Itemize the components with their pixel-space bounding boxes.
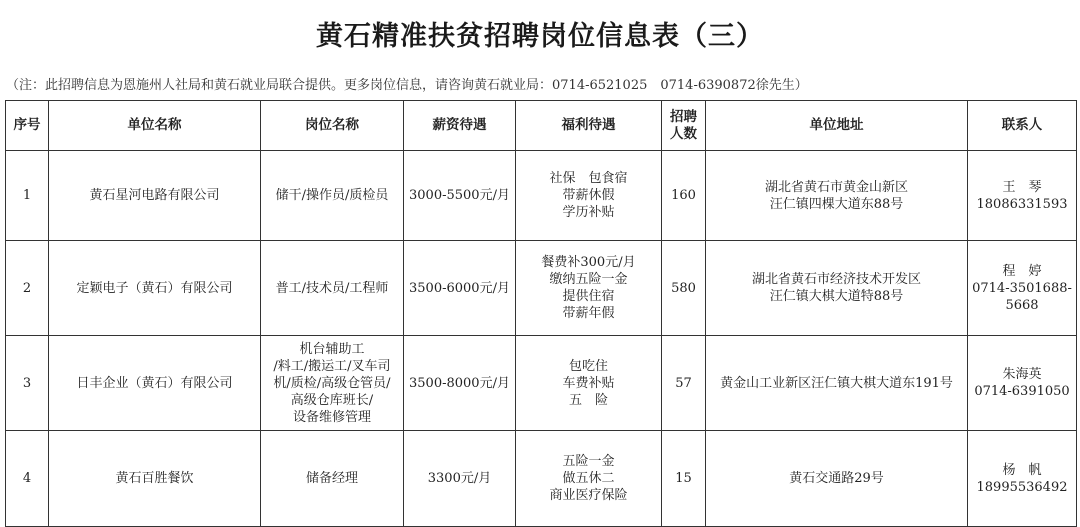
table-header-row	[6, 101, 1077, 151]
cell-contact	[968, 431, 1077, 527]
benefit-line: 五 险	[568, 392, 608, 408]
cell-salary: 3500-8000元/月	[404, 336, 516, 431]
cell-seq: 3	[6, 336, 49, 431]
cell-company: 定颖电子（黄石）有限公司	[49, 241, 261, 336]
benefit-line: 包吃住	[568, 358, 608, 374]
contact-phone: 18995536492	[976, 479, 1068, 495]
header-seq: 序号	[6, 101, 49, 151]
cell-address	[706, 241, 968, 336]
cell-benefits	[516, 241, 662, 336]
cell-contact	[968, 336, 1077, 431]
benefit-line: 缴纳五险一金	[549, 272, 628, 287]
header-address: 单位地址	[706, 101, 968, 151]
address-line: 黄石交通路29号	[789, 471, 884, 486]
position-line: 高级仓库班长/	[290, 392, 374, 408]
header-company: 单位名称	[49, 101, 261, 151]
cell-count: 15	[662, 431, 706, 527]
benefit-line: 五险一金	[562, 454, 615, 469]
table-row	[6, 241, 1077, 336]
position-line: 储干/操作员/质检员	[275, 188, 389, 203]
header-benefits: 福利待遇	[516, 101, 662, 151]
benefit-line: 提供住宿	[562, 289, 615, 304]
cell-benefits	[516, 336, 662, 431]
contact-phone: 0714-3501688-	[972, 280, 1072, 296]
cell-company: 黄石百胜餐饮	[49, 431, 261, 527]
cell-address	[706, 151, 968, 241]
contact-phone-ext: 5668	[1005, 297, 1039, 313]
table-row	[6, 431, 1077, 527]
cell-salary: 3500-6000元/月	[404, 241, 516, 336]
table-row	[6, 336, 1077, 431]
cell-position	[261, 241, 404, 336]
position-line: 普工/技术员/工程师	[275, 280, 389, 296]
page-title: 黄石精准扶贫招聘岗位信息表（三）	[316, 21, 764, 52]
header-count-line2: 人数	[670, 125, 697, 142]
contact-name: 杨 帆	[1002, 462, 1042, 478]
cell-company: 日丰企业（黄石）有限公司	[49, 336, 261, 431]
header-position: 岗位名称	[261, 101, 404, 151]
benefit-line: 餐费补300元/月	[541, 255, 636, 270]
cell-benefits	[516, 431, 662, 527]
contact-name: 王 琴	[1002, 179, 1042, 195]
benefit-line: 带薪休假	[562, 188, 615, 203]
benefit-line: 商业医疗保险	[549, 488, 628, 503]
jobs-table	[5, 100, 1077, 527]
contact-phone: 0714-6391050	[974, 384, 1070, 399]
cell-count: 580	[662, 241, 706, 336]
position-line: 设备维修管理	[292, 409, 371, 425]
benefit-line: 车费补贴	[562, 375, 615, 391]
header-count	[662, 101, 706, 151]
cell-seq: 4	[6, 431, 49, 527]
cell-company: 黄石星河电路有限公司	[49, 151, 261, 241]
header-count-line1: 招聘	[670, 108, 697, 125]
cell-contact	[968, 241, 1077, 336]
cell-seq: 2	[6, 241, 49, 336]
cell-contact	[968, 151, 1077, 241]
position-line: 储备经理	[305, 471, 358, 486]
benefit-line: 社保 包食宿	[549, 171, 628, 186]
address-line: 汪仁镇四棵大道东88号	[769, 196, 904, 212]
cell-address	[706, 336, 968, 431]
address-line: 黄金山工业新区汪仁镇大棋大道东191号	[720, 375, 953, 391]
cell-count: 57	[662, 336, 706, 431]
contact-name: 程 婷	[1002, 263, 1042, 279]
cell-address	[706, 431, 968, 527]
cell-position	[261, 431, 404, 527]
cell-benefits	[516, 151, 662, 241]
header-contact: 联系人	[968, 101, 1077, 151]
benefit-line: 带薪年假	[562, 306, 615, 321]
cell-position	[261, 151, 404, 241]
position-line: /料工/搬运工/叉车司	[273, 358, 391, 374]
benefit-line: 学历补贴	[562, 205, 615, 220]
cell-position	[261, 336, 404, 431]
cell-salary: 3000-5500元/月	[404, 151, 516, 241]
position-line: 机/质检/高级仓管员/	[273, 375, 391, 391]
cell-count: 160	[662, 151, 706, 241]
address-line: 湖北省黄石市黄金山新区	[764, 179, 908, 195]
address-line: 湖北省黄石市经济技术开发区	[751, 272, 921, 287]
contact-name: 朱海英	[1002, 367, 1042, 382]
cell-seq: 1	[6, 151, 49, 241]
header-salary: 薪资待遇	[404, 101, 516, 151]
contact-phone: 18086331593	[976, 196, 1068, 212]
position-line: 机台辅助工	[299, 341, 365, 357]
note-text: （注：此招聘信息为恩施州人社局和黄石就业局联合提供。更多岗位信息，请咨询黄石就业局：0714-6521025 0714-6390872徐先生）	[6, 78, 808, 93]
cell-salary: 3300元/月	[404, 431, 516, 527]
benefit-line: 做五休二	[562, 471, 615, 486]
table-row	[6, 151, 1077, 241]
address-line: 汪仁镇大棋大道特88号	[769, 289, 904, 304]
